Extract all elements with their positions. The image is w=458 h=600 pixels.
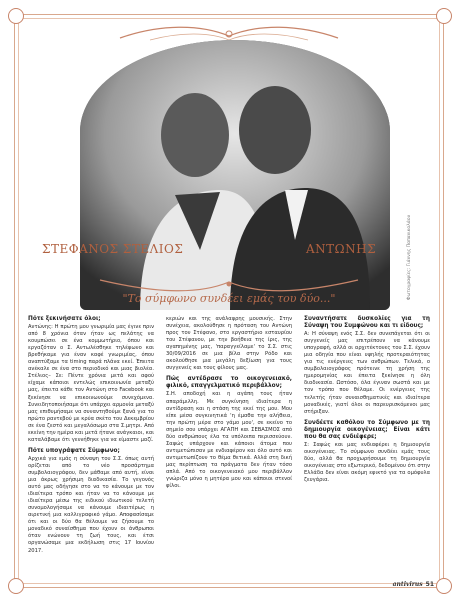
section-heading: Πώς αντέδρασε το οικογενειακό, φιλικό, επαγγελματικό περιβάλλον;	[166, 376, 292, 390]
couple-photo	[80, 40, 390, 310]
magazine-brand: antivirus	[392, 581, 423, 588]
section-text: Σ.Η. αποδοχή και η αγάπη τους ήταν απαράμιλλη. Με συγκίνηση ιδιαίτερα η αντίδραση και η στάση της εκεί της μου. Μου είπε μέσα συγκινητικά 'η έμαθα την αλήθεια, την πρώτη μέρα στο γάμο μου', σε εκείνο το σημείο σου υπάρχει ΑΓΑΠΗ και ΣΕΒΑΣΜΟΣ από δύο ανθρώπους έλα τα υπόλοιπα περισσεύουν. Σαφώς υπάρχουν και κάποιοι άτομα που αντιμετώπισαν με ενδιαφέρον και όλο αυτό και αντιμετωπίζουν το θέμα θετικά. Αλλά στη δική μας περίπτωση τα πράγματα δεν ήταν τόσο απλά. Από το οικογενειακό μου περιβάλλον γνώριζα μόνο η μητέρα μου και κάποιοι στενοί φίλοι.	[166, 391, 292, 490]
section-text: Α: Η σύναψη ενός Σ.Σ. δεν συνεπάγεται ότι οι συγγενείς μας επιτρέπουν να κάνουμε υπογραφή, αλλά οι αρχιτέκτονες του Σ.Σ. έχουν μια οδηγία που είναι υψηλής προτεραιότητας για τις ενέργειες των ανθρώπων. Τελικά, ο συμβολαιογράφος πρότεινε τη χρήση της ημερομηνίας και έπειτα ξεκίνησε η όλη διαδικασία. Ωστόσο, όλα έγιναν σωστά και με τον τρόπο που θέλαμε. Οι ενέργειες της τελετής ήταν συναισθηματικές και ιδιαίτερα μοναδικές, γιατί όλοι οι παρευρισκόμενοι μας στήριξαν.	[304, 331, 430, 415]
name-right: ΑΝΤΩΝΗΣ	[306, 242, 377, 256]
section-heading: Συναντήσατε δυσκολίες για τη Σύναψη του Συμφώνου και τι είδους;	[304, 316, 430, 330]
section-text: Σ: Σαφώς και μας ενδιαφέρει η δημιουργία οικογένειας. Το σύμφωνο συνδέει εμάς τους δύο, αλλά θα προχωρήσουμε τη δημιουργία οικογένειας στο εξωτερικό, δεδομένου ότι στην Ελλάδα δεν είναι ακόμη εφικτό για τα ομόφυλα ζευγάρια.	[304, 441, 430, 484]
name-left: ΣΤΕΦΑΝΟΣ ΣΤΕΛΙΟΣ	[42, 242, 184, 256]
frame-corner-bottom-left	[8, 578, 24, 594]
page-number: 51	[425, 581, 434, 588]
section-text: Αρχικά για εμάς η σύναψη του Σ.Σ. όπως αυτή ορίζεται από το νέο προσάρτημα συμβολαιογράφου, δεν μάθαμε από αυτή, είναι μια άκρως χρήσιμη διαδικασία. Το γεγονός αυτό μας οδήγησε στο να το κάνουμε με τον ιδιαίτερα τρόπο και ήταν να το κάνουμε με ιδιαίτερα μέσω της ειδικού ιδιωτικού τελετή συνομολογήσαμε να κάνουμε ιδιαιτέρως η αιρετική μια καλλιγραφικό γάμο. Αποφασίσαμε ότι και οι δύο θα θέλουμε να ζήσουμε το μοναδικό συναίσθημα που έχουν οι άνθρωποι όταν ενώνουν τη ζωή τους, και έτσι οργανώσαμε μια εκδήλωση στις 17 Ιουνίου 2017.	[28, 455, 154, 554]
section-heading: Πότε ξεκινήσατε όλοι;	[28, 316, 101, 322]
photo-credit: Φωτογραφίες: Γιάννης Παπανικολάου	[407, 214, 412, 300]
section-text: κεριών και της ανάλαφρης μουσικής. Στην συνέχεια, ακολούθησε η πρόταση του Αντώνη προς τον Στέφανο, στο εργαστήριο εσταυρίου του Στέφανου, με την βοήθεια της ίρις, της αγαπημένης μας, 'παραγγείλαμε' το Σ.Σ. στις 30/09/2016 σε μια βίλα στην Ρόδο και ακολούθησε μια μεγάλη δεξίωση για τους συγγενείς και τους φίλους μας.	[166, 316, 292, 372]
article-column-2	[166, 316, 292, 494]
section-heading: Συνδέετε καθόλου το Σύμφωνο με τη δημιουργία οικογένειας; Είναι κάτι που θα σας ενδιέφερε;	[304, 419, 430, 440]
frame-corner-bottom-right	[436, 578, 452, 594]
page-footer	[393, 581, 434, 588]
article-column-3	[304, 316, 430, 488]
section-text: Αντώνης: Η πρώτη μου γνωριμία μας έγινε πριν από 8 χρόνια όταν ήταν ως πελάτης να κουμπώσει σε ένα κομμωτήριο, όπου και εργαζόταν ο Σ. Αντωλέσθηκε τηλέφωνο και βρεθήκαμε για έναν καφέ γνωριμίας, όπου αναπτύξαμε τα timing παρά πλάνα εκεί. Έπειτα ανέκαλε σε ένα στο περιοδικό και μιας βιολέα. Στέλιος– Σε: Πέντε χρόνια μετά και αφού είχαμε κάποιοι εντελώς επικοινωνία μεταξύ μας, έπειτα κάθε τον Αντώνη στο Facebook και ξεκίνησε να επικοινωνούμε συνεχόμενα. Συνειδητοποιήσαμε ότι υπάρχει αρμονία μεταξύ μας επιθυμήσαμε να συναντηθούμε ξανά για το πρώτο ραντεβού με κρύα σκέτο του Δεκεμβρίου σε ένα ζεστό και μεγαλόσωμο στα Σ.μητρι. Από εκείνη την ημέρα και μετά ήτανε ανάγκαιοι, και καταλάβαμε ότι γεννήθηκε για να είμαστε μαζί.	[28, 324, 154, 443]
pull-quote: "Το σύμφωνο συνδέει εμάς του δύο..."	[122, 292, 336, 305]
section-heading: Πότε υπογράψατε Σύμφωνο;	[28, 447, 120, 454]
couple-silhouette-image	[80, 40, 390, 310]
article-column-1	[28, 316, 154, 559]
